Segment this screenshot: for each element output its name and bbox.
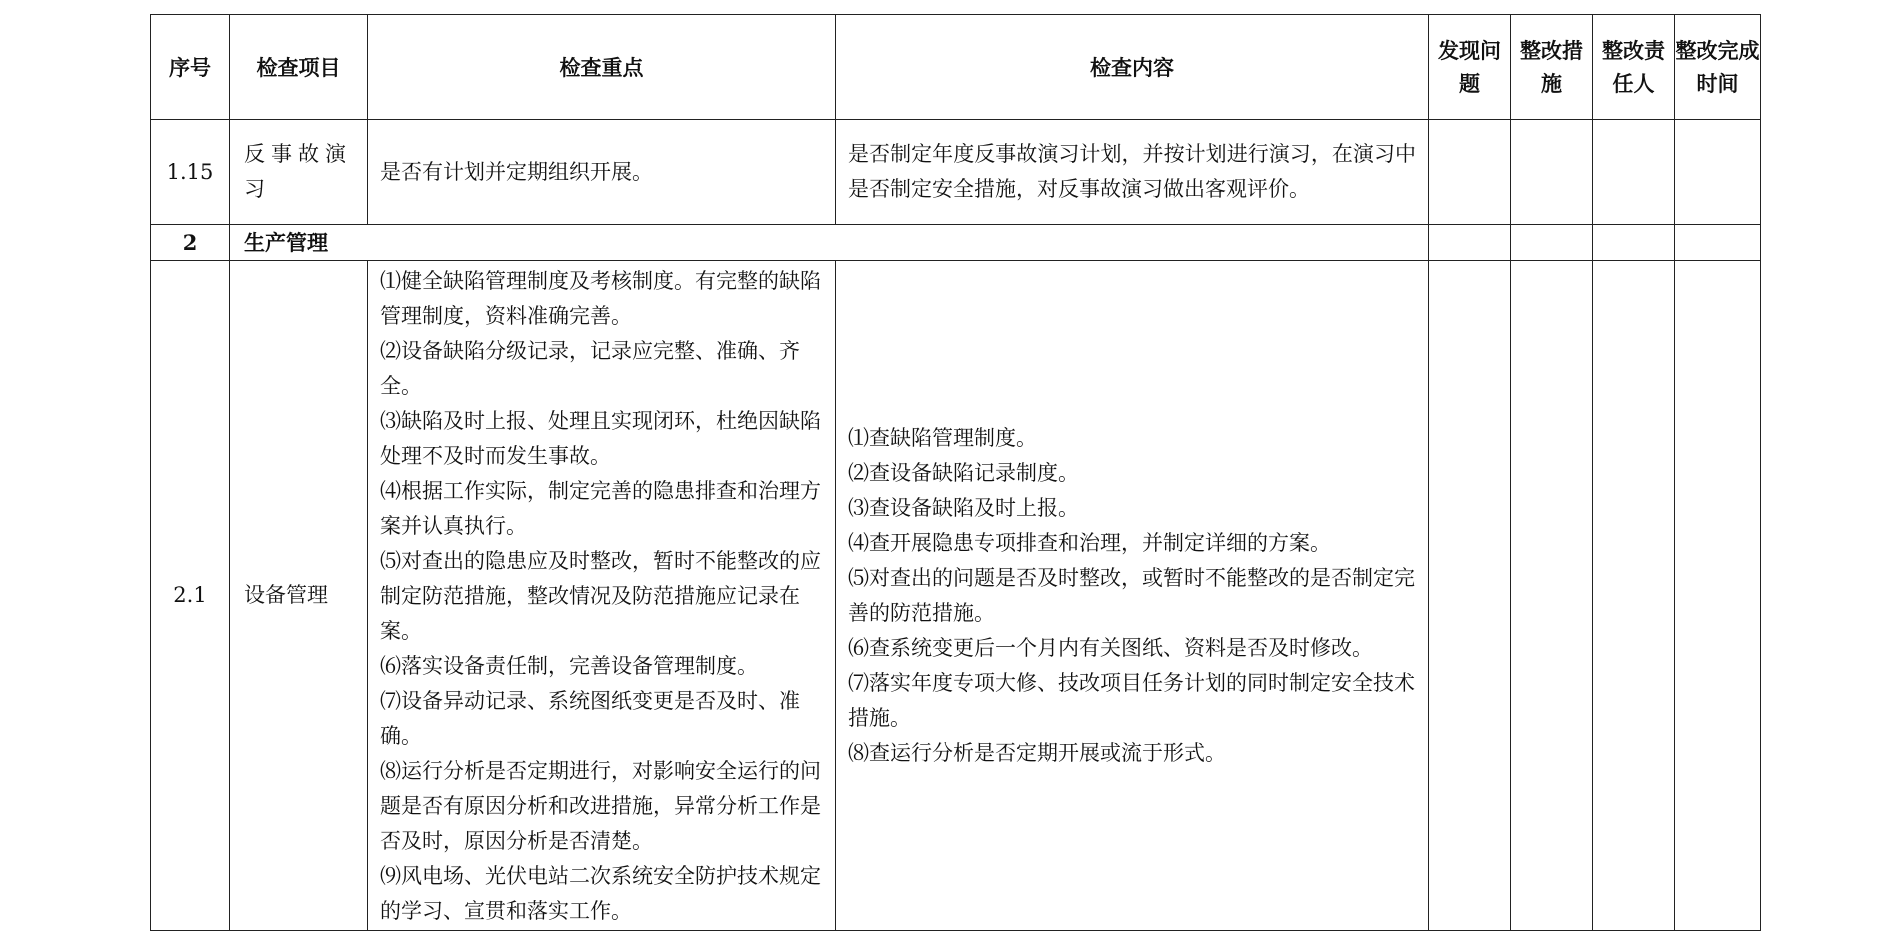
row-content-list: [836, 261, 1429, 931]
row-found-cell: [1429, 261, 1511, 931]
header-owner: 整改责任人: [1593, 15, 1675, 120]
section-found-cell: [1429, 225, 1511, 261]
focus-line: ⑴健全缺陷管理制度及考核制度。有完整的缺陷管理制度，资料准确完善。: [380, 269, 821, 328]
row-seq: 2.1: [151, 261, 230, 931]
section-title: 生产管理: [230, 225, 1429, 261]
section-row: [151, 225, 1761, 261]
focus-line: ⑻运行分析是否定期进行，对影响安全运行的问题是否有原因分析和改进措施，异常分析工作是否及时，原因分析是否清楚。: [380, 759, 821, 853]
row-content: 是否制定年度反事故演习计划，并按计划进行演习，在演习中是否制定安全措施，对反事故演习做出客观评价。: [836, 120, 1429, 225]
content-line: ⑷查开展隐患专项排查和治理，并制定详细的方案。: [848, 530, 1331, 555]
header-seq: 序号: [151, 15, 230, 120]
row-measure-cell: [1511, 261, 1593, 931]
focus-line: ⑷根据工作实际，制定完善的隐患排查和治理方案并认真执行。: [380, 479, 821, 538]
inspection-table: [150, 14, 1761, 931]
focus-line: ⑹落实设备责任制，完善设备管理制度。: [380, 654, 758, 678]
header-content: 检查内容: [836, 15, 1429, 120]
header-item: 检查项目: [230, 15, 368, 120]
row-seq: 1.15: [151, 120, 230, 225]
table-row: [151, 261, 1761, 931]
section-deadline-cell: [1675, 225, 1761, 261]
content-line: ⑸对查出的问题是否及时整改，或暂时不能整改的是否制定完善的防范措施。: [848, 565, 1415, 625]
focus-line: ⑼风电场、光伏电站二次系统安全防护技术规定的学习、宣贯和落实工作。: [380, 864, 821, 923]
row-deadline-cell: [1675, 261, 1761, 931]
content-line: ⑵查设备缺陷记录制度。: [848, 460, 1079, 485]
content-line: ⑹查系统变更后一个月内有关图纸、资料是否及时修改。: [848, 635, 1373, 660]
row-owner-cell: [1593, 120, 1675, 225]
content-line: ⑴查缺陷管理制度。: [848, 425, 1037, 450]
header-deadline: 整改完成时间: [1675, 15, 1761, 120]
header-focus: 检查重点: [368, 15, 836, 120]
focus-line: ⑶缺陷及时上报、处理且实现闭环，杜绝因缺陷处理不及时而发生事故。: [380, 409, 821, 468]
row-owner-cell: [1593, 261, 1675, 931]
row-focus: 是否有计划并定期组织开展。: [368, 120, 836, 225]
content-line: ⑶查设备缺陷及时上报。: [848, 495, 1079, 520]
content-line: ⑺落实年度专项大修、技改项目任务计划的同时制定安全技术措施。: [848, 670, 1415, 730]
section-measure-cell: [1511, 225, 1593, 261]
row-deadline-cell: [1675, 120, 1761, 225]
section-owner-cell: [1593, 225, 1675, 261]
row-item: 反事故演习: [230, 120, 368, 225]
row-found-cell: [1429, 120, 1511, 225]
focus-line: ⑺设备异动记录、系统图纸变更是否及时、准确。: [380, 689, 800, 748]
header-measure: 整改措施: [1511, 15, 1593, 120]
section-seq: 2: [151, 225, 230, 261]
row-measure-cell: [1511, 120, 1593, 225]
header-found: 发现问题: [1429, 15, 1511, 120]
table-row: [151, 120, 1761, 225]
focus-line: ⑵设备缺陷分级记录，记录应完整、准确、齐全。: [380, 339, 800, 398]
content-line: ⑻查运行分析是否定期开展或流于形式。: [848, 740, 1226, 765]
header-row: [151, 15, 1761, 120]
focus-line: ⑸对查出的隐患应及时整改，暂时不能整改的应制定防范措施，整改情况及防范措施应记录在案。: [380, 549, 821, 643]
row-focus-list: [368, 261, 836, 931]
row-item: 设备管理: [230, 261, 368, 931]
